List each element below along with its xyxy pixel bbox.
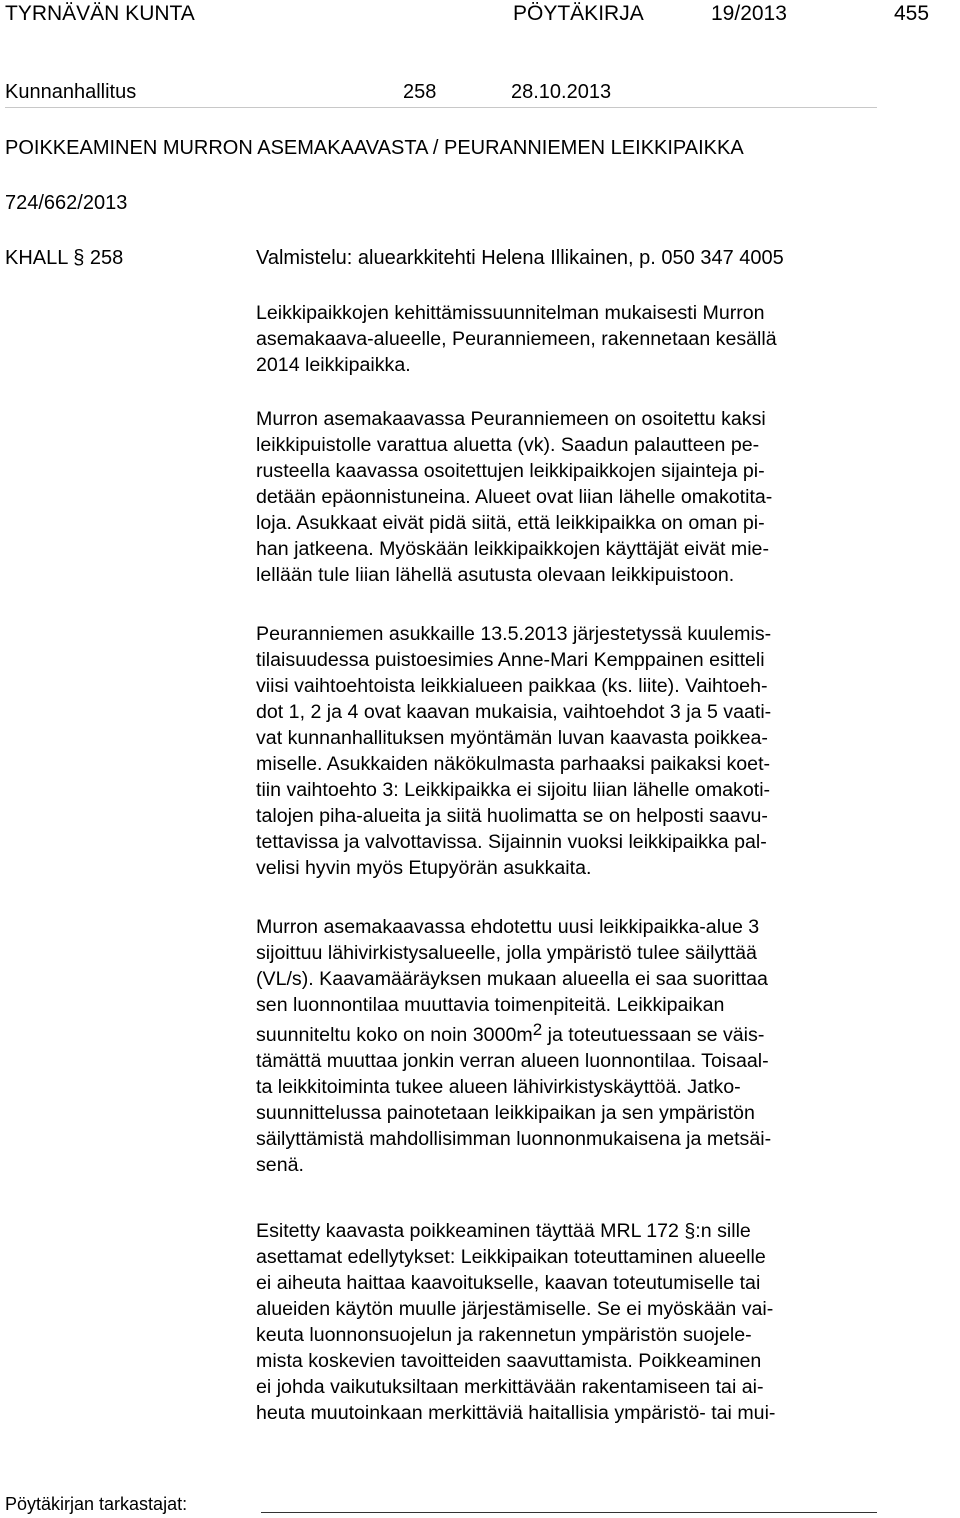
- text-line: ei aiheuta haittaa kaavoitukselle, kaavan toteutumiselle tai: [256, 1272, 761, 1294]
- preparer-line: Valmistelu: aluearkkitehti Helena Illikainen, p. 050 347 4005: [256, 247, 784, 269]
- text-line: Murron asemakaavassa Peuranniemeen on osoitettu kaksi: [256, 408, 766, 430]
- text-line: 2014 leikkipaikka.: [256, 354, 411, 376]
- text-line: Esitetty kaavasta poikkeaminen täyttää MRL 172 §:n sille: [256, 1220, 751, 1242]
- municipality-name: TYRNÄVÄN KUNTA: [5, 2, 195, 25]
- text-line: suunnittelussa painotetaan leikkipaikan ja sen ympäristön: [256, 1102, 755, 1124]
- text-line: sen luonnontilaa muuttavia toimenpiteitä. Leikkipaikan: [256, 994, 725, 1016]
- text-line: tiin vaihtoehto 3: Leikkipaikka ei sijoitu liian lähelle omakoti-: [256, 779, 771, 801]
- signature-line: [261, 1512, 877, 1513]
- item-title: POIKKEAMINEN MURRON ASEMAKAAVASTA / PEURANNIEMEN LEIKKIPAIKKA: [5, 137, 744, 159]
- meeting-section: 258: [403, 81, 437, 103]
- khall-label-text: KHALL: [5, 247, 68, 269]
- document-type: PÖYTÄKIRJA: [513, 2, 644, 25]
- paragraph-2: [256, 406, 772, 588]
- text-line: leikkipuistolle varattua aluetta (vk). Saadun palautteen pe-: [256, 434, 760, 456]
- header-divider: [5, 107, 877, 108]
- text-line: miselle. Asukkaiden näkökulmasta parhaaksi paikaksi koet-: [256, 753, 771, 775]
- text-line: heuta muutoinkaan merkittäviä haitallisia ympäristö- tai mui-: [256, 1402, 776, 1424]
- text-line: (VL/s). Kaavamääräyksen mukaan alueella ei saa suorittaa: [256, 968, 768, 990]
- paragraph-3: [256, 621, 771, 881]
- meeting-date: 28.10.2013: [511, 81, 612, 103]
- text-line: tämättä muuttaa jonkin verran alueen luonnontilaa. Toisaal-: [256, 1050, 769, 1072]
- area-line: [256, 1022, 771, 1048]
- area-text-rest: ja toteutuessaan se väis-: [542, 1024, 765, 1046]
- text-line: viisi vaihtoehtoista leikkialueen paikkaa (ks. liite). Vaihtoeh-: [256, 675, 768, 697]
- text-line: detään epäonnistuneina. Alueet ovat liian lähelle omakotita-: [256, 486, 773, 508]
- text-line: lellään tule liian lähellä asutusta olevaan leikkipuistoon.: [256, 564, 735, 586]
- document-number: 19/2013: [711, 2, 787, 25]
- text-line: vat kunnanhallituksen myöntämän luvan kaavasta poikkea-: [256, 727, 768, 749]
- text-line: senä.: [256, 1154, 304, 1176]
- paragraph-5: [256, 1218, 775, 1426]
- area-text: suunniteltu koko on noin 3000m: [256, 1024, 533, 1046]
- footer-label: Pöytäkirjan tarkastajat:: [5, 1494, 188, 1514]
- text-line: alueiden käytön muulle järjestämiselle. Se ei myöskään vai-: [256, 1298, 774, 1320]
- text-line: loja. Asukkaat eivät pidä siitä, että leikkipaikka on oman pi-: [256, 512, 765, 534]
- text-line: Peuranniemen asukkaille 13.5.2013 järjestetyssä kuulemis-: [256, 623, 772, 645]
- item-reference: 724/662/2013: [5, 192, 128, 214]
- text-line: Murron asemakaavassa ehdotettu uusi leikkipaikka-alue 3: [256, 916, 760, 938]
- section-symbol: §: [73, 247, 85, 269]
- page-number: 455: [894, 2, 930, 25]
- text-line: asemakaava-alueelle, Peuranniemeen, rakennetaan kesällä: [256, 328, 777, 350]
- text-line: dot 1, 2 ja 4 ovat kaavan mukaisia, vaihtoehdot 3 ja 5 vaati-: [256, 701, 772, 723]
- paragraph-1: [256, 300, 777, 378]
- text-line: Leikkipaikkojen kehittämissuunnitelman mukaisesti Murron: [256, 302, 765, 324]
- text-line: han jatkeena. Myöskään leikkipaikkojen käyttäjät eivät mie-: [256, 538, 769, 560]
- paragraph-4: [256, 914, 771, 1178]
- text-line: mista koskevien tavoitteiden saavuttamista. Poikkeaminen: [256, 1350, 762, 1372]
- text-line: keuta luonnonsuojelun ja rakennetun ympäristön suojele-: [256, 1324, 752, 1346]
- text-line: rusteella kaavassa osoitettujen leikkipaikkojen sijainteja pi-: [256, 460, 765, 482]
- text-line: tilaisuudessa puistoesimies Anne-Mari Kemppainen esitteli: [256, 649, 765, 671]
- text-line: asettamat edellytykset: Leikkipaikan toteuttaminen alueelle: [256, 1246, 766, 1268]
- meeting-body: Kunnanhallitus: [5, 81, 137, 103]
- text-line: säilyttämistä mahdollisimman luonnonmukaisena ja metsäi-: [256, 1128, 772, 1150]
- khall-section: 258: [89, 247, 124, 269]
- square-superscript: 2: [532, 1020, 543, 1039]
- text-line: ta leikkitoiminta tukee alueen lähivirkistyskäyttöä. Jatko-: [256, 1076, 741, 1098]
- text-line: ei johda vaikutuksiltaan merkittävään rakentamiseen tai ai-: [256, 1376, 764, 1398]
- text-line: sijoittuu lähivirkistysalueelle, jolla ympäristö tulee säilyttää: [256, 942, 757, 964]
- text-line: tettavissa ja valvottavissa. Sijainnin vuoksi leikkipaikka pal-: [256, 831, 767, 853]
- khall-label: [5, 247, 123, 270]
- text-line: velisi hyvin myös Etupyörän asukkaita.: [256, 857, 592, 879]
- text-line: talojen piha-alueita ja siitä huolimatta se on helposti saavu-: [256, 805, 768, 827]
